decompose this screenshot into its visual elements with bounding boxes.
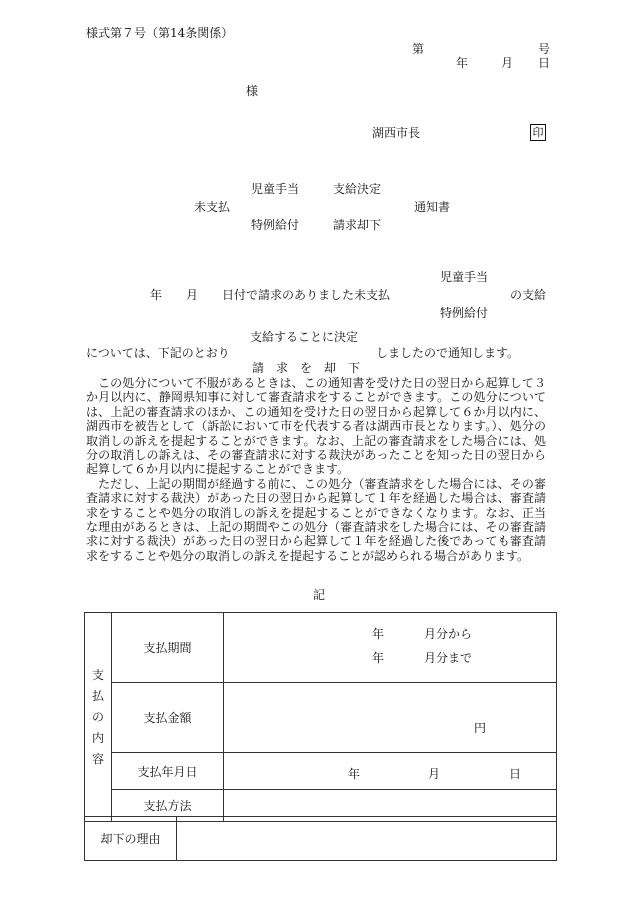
payment-amount-value	[224, 683, 557, 753]
addressee-suffix: 様	[246, 84, 259, 98]
document-number-suffix: 号	[538, 42, 551, 56]
payment-period-value	[224, 613, 557, 683]
title-unpaid: 未支払	[194, 200, 231, 214]
payment-amount-label: 支払金額	[112, 683, 224, 753]
side-char: 内	[91, 730, 104, 745]
ki-heading: 記	[313, 588, 326, 602]
form-number: 様式第７号（第14条関係）	[86, 26, 234, 40]
rejection-reason-table	[84, 816, 557, 861]
rejection-reason-label: 却下の理由	[85, 817, 177, 861]
request-suffix: の支給	[510, 288, 547, 302]
side-char: 容	[91, 751, 104, 766]
side-char: 払	[91, 688, 104, 703]
decision-lead: については、下記のとおり	[86, 346, 230, 360]
appeal-instructions	[86, 376, 546, 563]
pay-date-year: 年	[348, 767, 361, 781]
date-day-label: 日	[538, 56, 551, 70]
title-child-allowance: 児童手当	[251, 182, 300, 196]
payment-period-label: 支払期間	[112, 613, 224, 683]
decision-notice-end: しましたので通知します。	[376, 346, 520, 360]
payment-date-label: 支払年月日	[112, 753, 224, 790]
title-payment-decision: 支給決定	[333, 182, 382, 196]
payment-date-value	[224, 753, 557, 790]
pay-date-month: 月	[428, 767, 441, 781]
amount-unit: 円	[474, 721, 487, 735]
issuer-name: 湖西市長	[372, 126, 421, 140]
request-allowance-top: 児童手当	[440, 270, 489, 284]
decision-reject: 請 求 を 却 下	[252, 361, 361, 375]
decision-pay: 支給することに決定	[250, 330, 359, 344]
period-to: 月分まで	[424, 651, 473, 665]
date-year-label: 年	[456, 56, 469, 70]
appeal-paragraph-1: この処分について不服があるときは、この通知書を受けた日の翌日から起算して３か月以内に、静岡県知事に対して審査請求をすることができます。この処分については、上記の審査請求のほか、この通知を受けた日の翌日から起算して６か月以内に、湖西市を被告として（訴訟において市を代表する者は湖西市長となります。）、処分の取消しの訴えを提起することができます。なお、上記の審査請求をした場合には、処分の取消しの訴えは、その審査請求に対する裁決があったことを知った日の翌日から起算して６か月以内に提起することができます。	[86, 376, 546, 477]
pay-date-day: 日	[509, 767, 522, 781]
title-special-benefit: 特例給付	[251, 218, 300, 232]
payment-details-table	[84, 612, 557, 822]
rejection-reason-value	[177, 817, 557, 861]
payment-method-label: 支払方法	[112, 790, 224, 822]
document-number-prefix: 第	[412, 42, 425, 56]
title-notice: 通知書	[414, 200, 451, 214]
period-year-2: 年	[372, 651, 385, 665]
appeal-paragraph-2: ただし、上記の期間が経過する前に、この処分（審査請求をした場合には、その審査請求に対する裁決）があった日の翌日から起算して１年を経過した場合は、審査請求をすることや処分の取消しの訴えを提起することができなくなります。なお、正当な理由があるときは、上記の期間やこの処分（審査請求をした場合には、その審査請求に対する裁決）があった日の翌日から起算して１年を経過した後であっても審査請求をすることや処分の取消しの訴えを提起することが認められる場合があります。	[86, 476, 546, 563]
period-year-1: 年	[372, 627, 385, 641]
payment-content-label	[85, 613, 112, 822]
title-request-rejected: 請求却下	[333, 218, 382, 232]
period-from: 月分から	[424, 627, 473, 641]
side-char: の	[91, 709, 104, 724]
seal-mark: 印	[530, 124, 546, 141]
request-date-text: 年 月 日付で請求のありました未支払	[150, 288, 391, 302]
request-allowance-bottom: 特例給付	[440, 306, 489, 320]
side-char: 支	[91, 667, 104, 682]
date-month-label: 月	[501, 56, 514, 70]
